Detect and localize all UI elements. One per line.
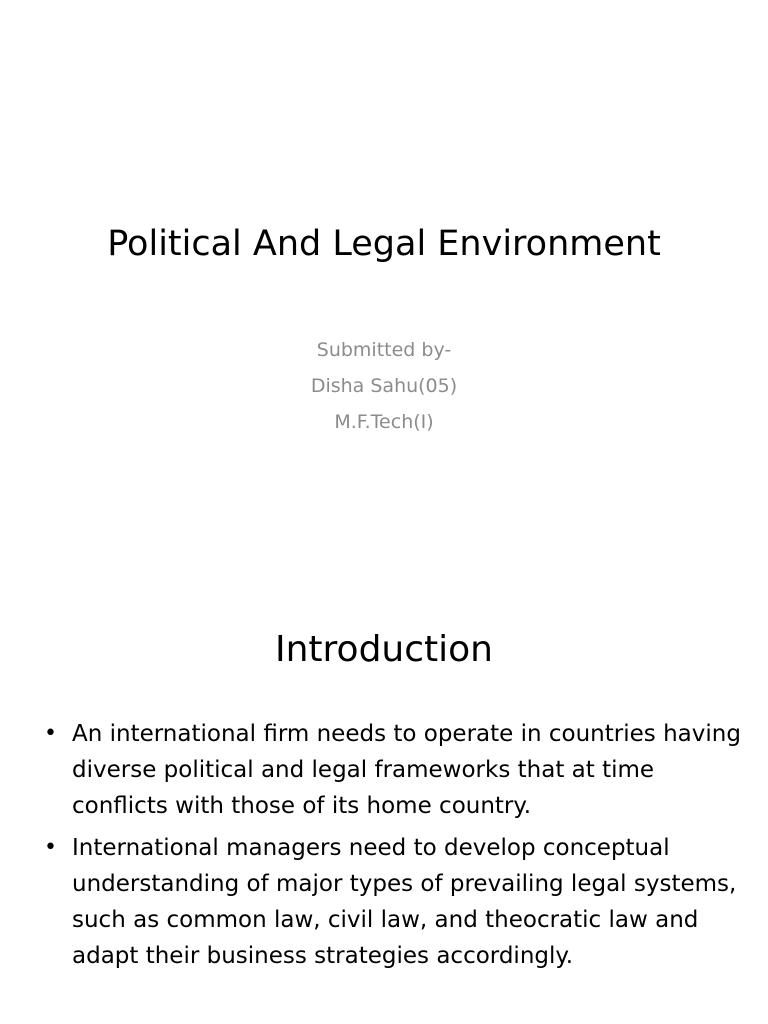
slide-heading: Introduction <box>274 629 493 670</box>
bullet-text: An international firm needs to operate in countries having diverse political and legal frameworks that at time conflicts with those of its home country. <box>72 721 741 819</box>
bullet-item <box>44 830 744 974</box>
slide-title: Political And Legal Environment <box>107 224 661 264</box>
slide-subtitle <box>0 332 768 440</box>
bullet-item <box>44 716 744 824</box>
bullet-text: International managers need to develop conceptual understanding of major types of prevailing legal systems, such as common law, civil law, and theocratic law and adapt their business strategies accordingly. <box>72 835 737 969</box>
subtitle-line-submitted-by: Submitted by- <box>316 339 452 361</box>
bullet-icon: • <box>44 721 57 746</box>
bullet-icon: • <box>44 835 57 860</box>
subtitle-line-course: M.F.Tech(I) <box>334 411 434 433</box>
bullet-list <box>44 716 744 980</box>
introduction-slide <box>0 576 768 1024</box>
subtitle-line-author: Disha Sahu(05) <box>310 375 458 397</box>
